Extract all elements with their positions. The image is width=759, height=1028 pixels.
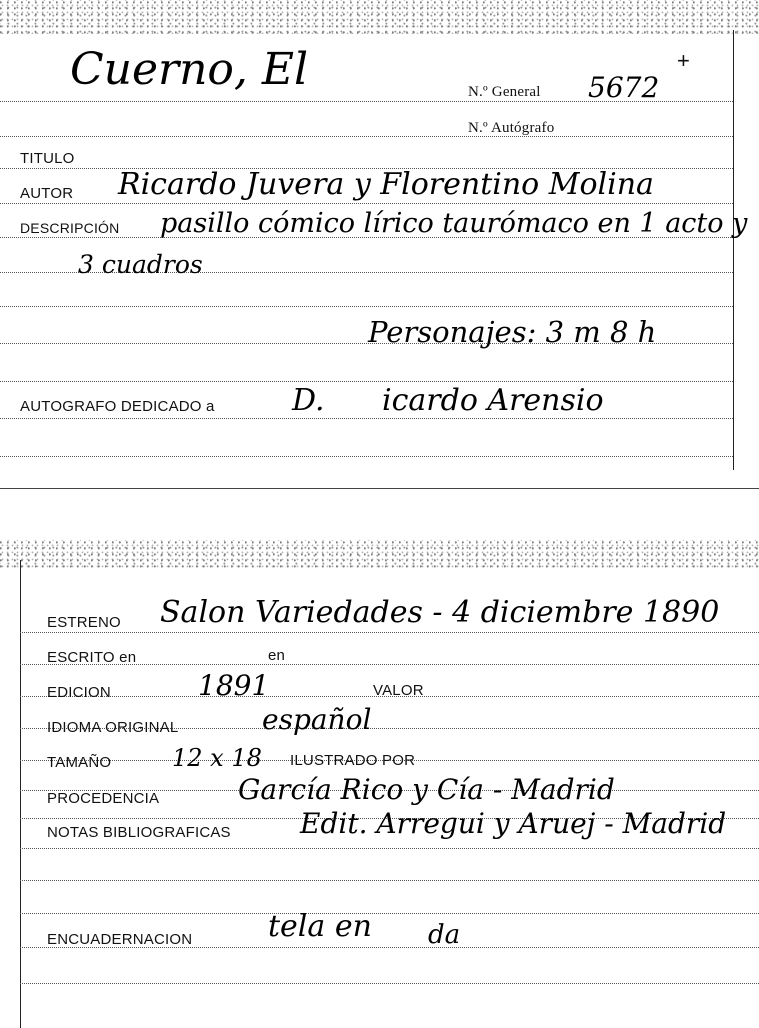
edicion-value: 1891 [198, 669, 270, 702]
encuadernacion-value-part1: tela en [268, 909, 372, 944]
ruled-line [0, 456, 733, 457]
tamano-label: TAMAÑO [47, 754, 112, 771]
notas-bibliograficas-label: NOTAS BIBLIOGRAFICAS [47, 824, 231, 841]
titulo-label: TITULO [20, 150, 75, 167]
card-left-edge [20, 560, 21, 1028]
estreno-value: Salon Variedades - 4 diciembre 1890 [160, 595, 720, 630]
ruled-line [0, 203, 733, 204]
card-right-edge [733, 30, 734, 470]
escrito-en-label: en [268, 647, 286, 664]
encuadernacion-value-part2: da [428, 920, 461, 950]
idioma-value: español [262, 703, 372, 736]
ruled-line [0, 136, 733, 137]
tamano-value: 12 x 18 [172, 744, 262, 772]
autograph-number-label: N.º Autógrafo [468, 120, 555, 136]
notas-value: Edit. Arregui y Aruej - Madrid [300, 807, 727, 840]
valor-label: VALOR [373, 682, 424, 699]
ruled-line [20, 913, 759, 914]
autografo-value-part1: D. [292, 383, 325, 418]
plus-mark: + [677, 48, 690, 73]
autor-label: AUTOR [20, 185, 74, 202]
procedencia-value: García Rico y Cía - Madrid [238, 773, 615, 806]
ruled-line [20, 848, 759, 849]
ruled-line [20, 983, 759, 984]
ruled-line [0, 306, 733, 307]
personajes-value: Personajes: 3 m 8 h [368, 315, 657, 349]
autor-value: Ricardo Juvera y Florentino Molina [118, 167, 654, 202]
ilustrado-por-label: ILUSTRADO POR [290, 752, 416, 769]
ruled-line [0, 381, 733, 382]
autografo-dedicado-label: AUTOGRAFO DEDICADO a [20, 398, 215, 415]
idioma-original-label: IDIOMA ORIGINAL [47, 719, 179, 736]
procedencia-label: PROCEDENCIA [47, 790, 160, 807]
encuadernacion-label: ENCUADERNACION [47, 931, 193, 948]
catalog-card-bottom [0, 540, 759, 1028]
ruled-line [0, 418, 733, 419]
edicion-label: EDICION [47, 684, 111, 701]
general-number-label: N.º General [468, 84, 541, 100]
ruled-line [20, 880, 759, 881]
autografo-value-part2: icardo Arensio [382, 383, 604, 418]
descripcion-label: DESCRIPCIÓN [20, 220, 120, 236]
ruled-line [20, 632, 759, 633]
descripcion-line2: 3 cuadros [78, 250, 203, 279]
descripcion-line1: pasillo cómico lírico taurómaco en 1 acto y [160, 208, 748, 239]
escrito-label: ESCRITO en [47, 649, 137, 666]
catalog-card-top [0, 0, 759, 492]
title-handwritten: Cuerno, El [70, 44, 309, 95]
general-number-value: 5672 [588, 71, 660, 104]
scan-speckle-border [0, 0, 759, 34]
card-bottom-edge [0, 488, 759, 489]
scan-speckle-border [0, 540, 759, 568]
estreno-label: ESTRENO [47, 614, 121, 631]
